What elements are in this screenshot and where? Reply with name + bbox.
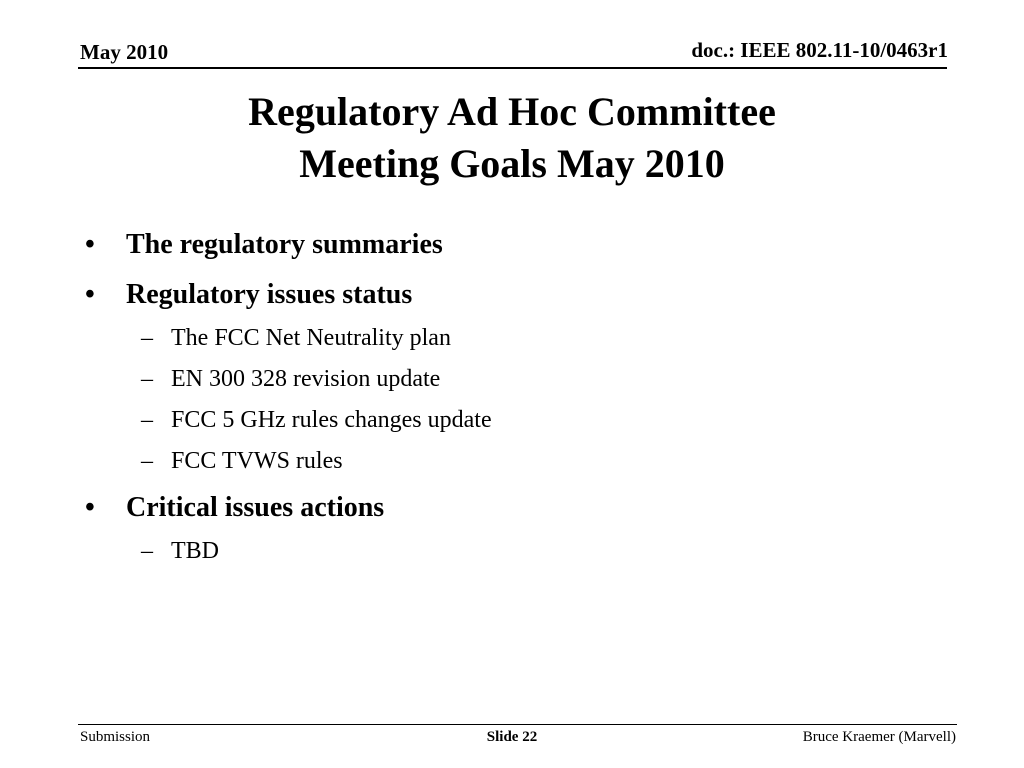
- bullet-icon: •: [85, 229, 95, 260]
- dash-icon: –: [141, 538, 153, 564]
- sub-item-text: The FCC Net Neutrality plan: [171, 325, 451, 351]
- dash-icon: –: [141, 448, 153, 474]
- footer-author: Bruce Kraemer (Marvell): [802, 729, 956, 745]
- bullet-item: [85, 278, 945, 312]
- footer-submission: Submission: [80, 729, 151, 745]
- bullet-text: The regulatory summaries: [126, 229, 443, 260]
- sub-item: [85, 537, 945, 565]
- slide-title-line-2: Meeting Goals May 2010: [299, 141, 725, 186]
- sub-item: [85, 324, 945, 352]
- sub-item-text: FCC TVWS rules: [171, 448, 343, 474]
- footer-slide-number: Slide 22: [486, 729, 538, 745]
- dash-icon: –: [141, 325, 153, 351]
- dash-icon: –: [141, 407, 153, 433]
- header-doc-id: doc.: IEEE 802.11-10/0463r1: [691, 38, 948, 62]
- dash-icon: –: [141, 366, 153, 392]
- bullet-icon: •: [85, 492, 95, 523]
- sub-item: [85, 406, 945, 434]
- bullet-item: [85, 228, 945, 262]
- bullet-icon: •: [85, 279, 95, 310]
- bullet-item: [85, 491, 945, 525]
- header-date: May 2010: [80, 40, 169, 64]
- slide-title-line-1: Regulatory Ad Hoc Committee: [248, 89, 776, 134]
- header-divider: [78, 67, 947, 69]
- sub-item: [85, 447, 945, 475]
- bullet-text: Regulatory issues status: [126, 279, 413, 310]
- sub-item-text: FCC 5 GHz rules changes update: [171, 407, 492, 433]
- sub-item-text: EN 300 328 revision update: [171, 366, 441, 392]
- footer-divider: [78, 724, 957, 725]
- sub-item: [85, 365, 945, 393]
- slide-title: [0, 86, 1024, 190]
- bullet-list: [85, 228, 945, 565]
- bullet-text: Critical issues actions: [126, 492, 385, 523]
- sub-item-text: TBD: [171, 538, 219, 564]
